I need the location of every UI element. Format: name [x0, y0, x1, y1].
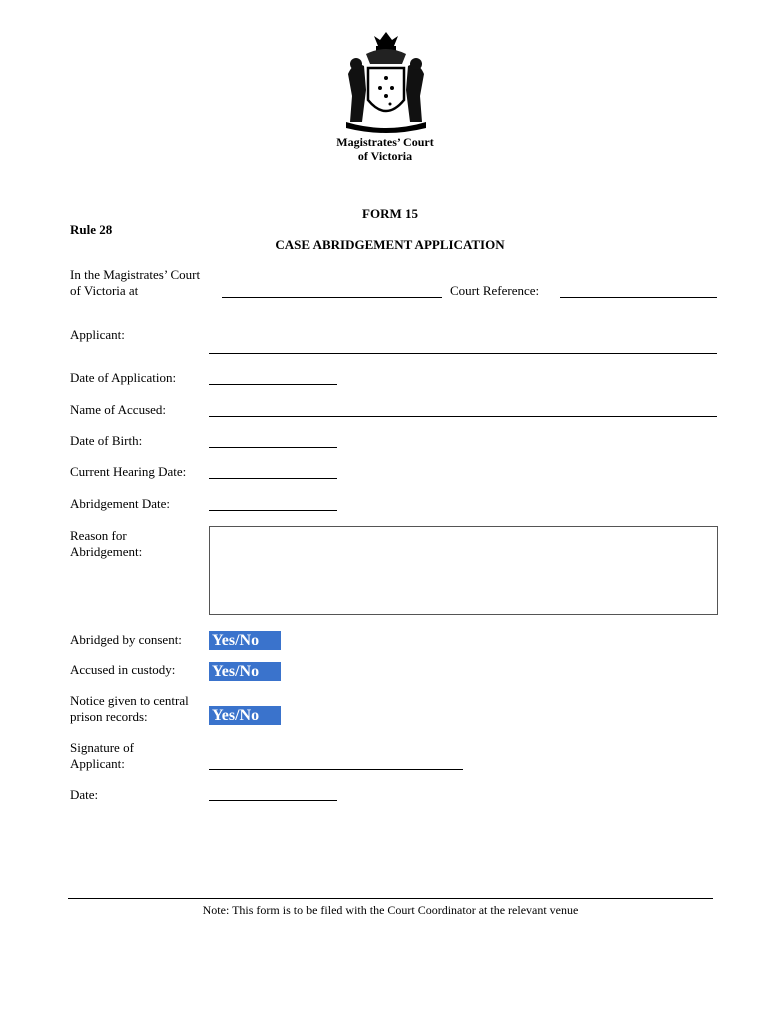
- applicant-field[interactable]: [209, 353, 717, 354]
- accused-in-custody-select[interactable]: Yes/No: [209, 662, 281, 681]
- notice-label-line2: prison records:: [70, 709, 148, 724]
- date-of-application-field[interactable]: [209, 384, 337, 385]
- footer-note: Note: This form is to be filed with the Court Coordinator at the relevant venue: [202, 903, 579, 917]
- court-location-field[interactable]: [222, 297, 442, 298]
- date-of-birth-field[interactable]: [209, 447, 337, 448]
- date-of-birth-label: Date of Birth:: [70, 433, 143, 448]
- court-name-line2: of Victoria: [357, 149, 413, 163]
- current-hearing-date-label: Current Hearing Date:: [70, 464, 187, 479]
- reason-label-line1: Reason for: [70, 528, 127, 543]
- notice-label-line1: Notice given to central: [70, 693, 189, 708]
- court-reference-field[interactable]: [560, 297, 717, 298]
- signature-label-line1: Signature of: [70, 740, 134, 755]
- abridged-by-consent-select[interactable]: Yes/No: [209, 631, 281, 650]
- name-of-accused-label: Name of Accused:: [70, 402, 167, 417]
- reason-label-line2: Abridgement:: [70, 544, 143, 559]
- date-of-application-label: Date of Application:: [70, 370, 177, 385]
- date-field[interactable]: [209, 800, 337, 801]
- name-of-accused-field[interactable]: [209, 416, 717, 417]
- notice-given-select[interactable]: Yes/No: [209, 706, 281, 725]
- court-location-label-line2: of Victoria at: [70, 283, 139, 298]
- form-title: CASE ABRIDGEMENT APPLICATION: [275, 237, 505, 252]
- coat-of-arms-logo: [340, 30, 432, 134]
- abridgement-date-label: Abridgement Date:: [70, 496, 170, 511]
- accused-in-custody-label: Accused in custody:: [70, 662, 176, 677]
- applicant-label: Applicant:: [70, 327, 125, 342]
- reason-textarea[interactable]: [209, 526, 718, 615]
- court-name-line1: Magistrates’ Court: [336, 135, 434, 149]
- form-number: FORM 15: [362, 206, 418, 221]
- footer-divider: [68, 898, 713, 899]
- signature-label-line2: Applicant:: [70, 756, 125, 771]
- abridged-by-consent-label: Abridged by consent:: [70, 632, 182, 647]
- rule-number: Rule 28: [70, 222, 113, 237]
- court-reference-label: Court Reference:: [450, 283, 540, 298]
- court-location-label-line1: In the Magistrates’ Court: [70, 267, 201, 282]
- current-hearing-date-field[interactable]: [209, 478, 337, 479]
- abridgement-date-field[interactable]: [209, 510, 337, 511]
- date-label: Date:: [70, 787, 99, 802]
- signature-field[interactable]: [209, 769, 463, 770]
